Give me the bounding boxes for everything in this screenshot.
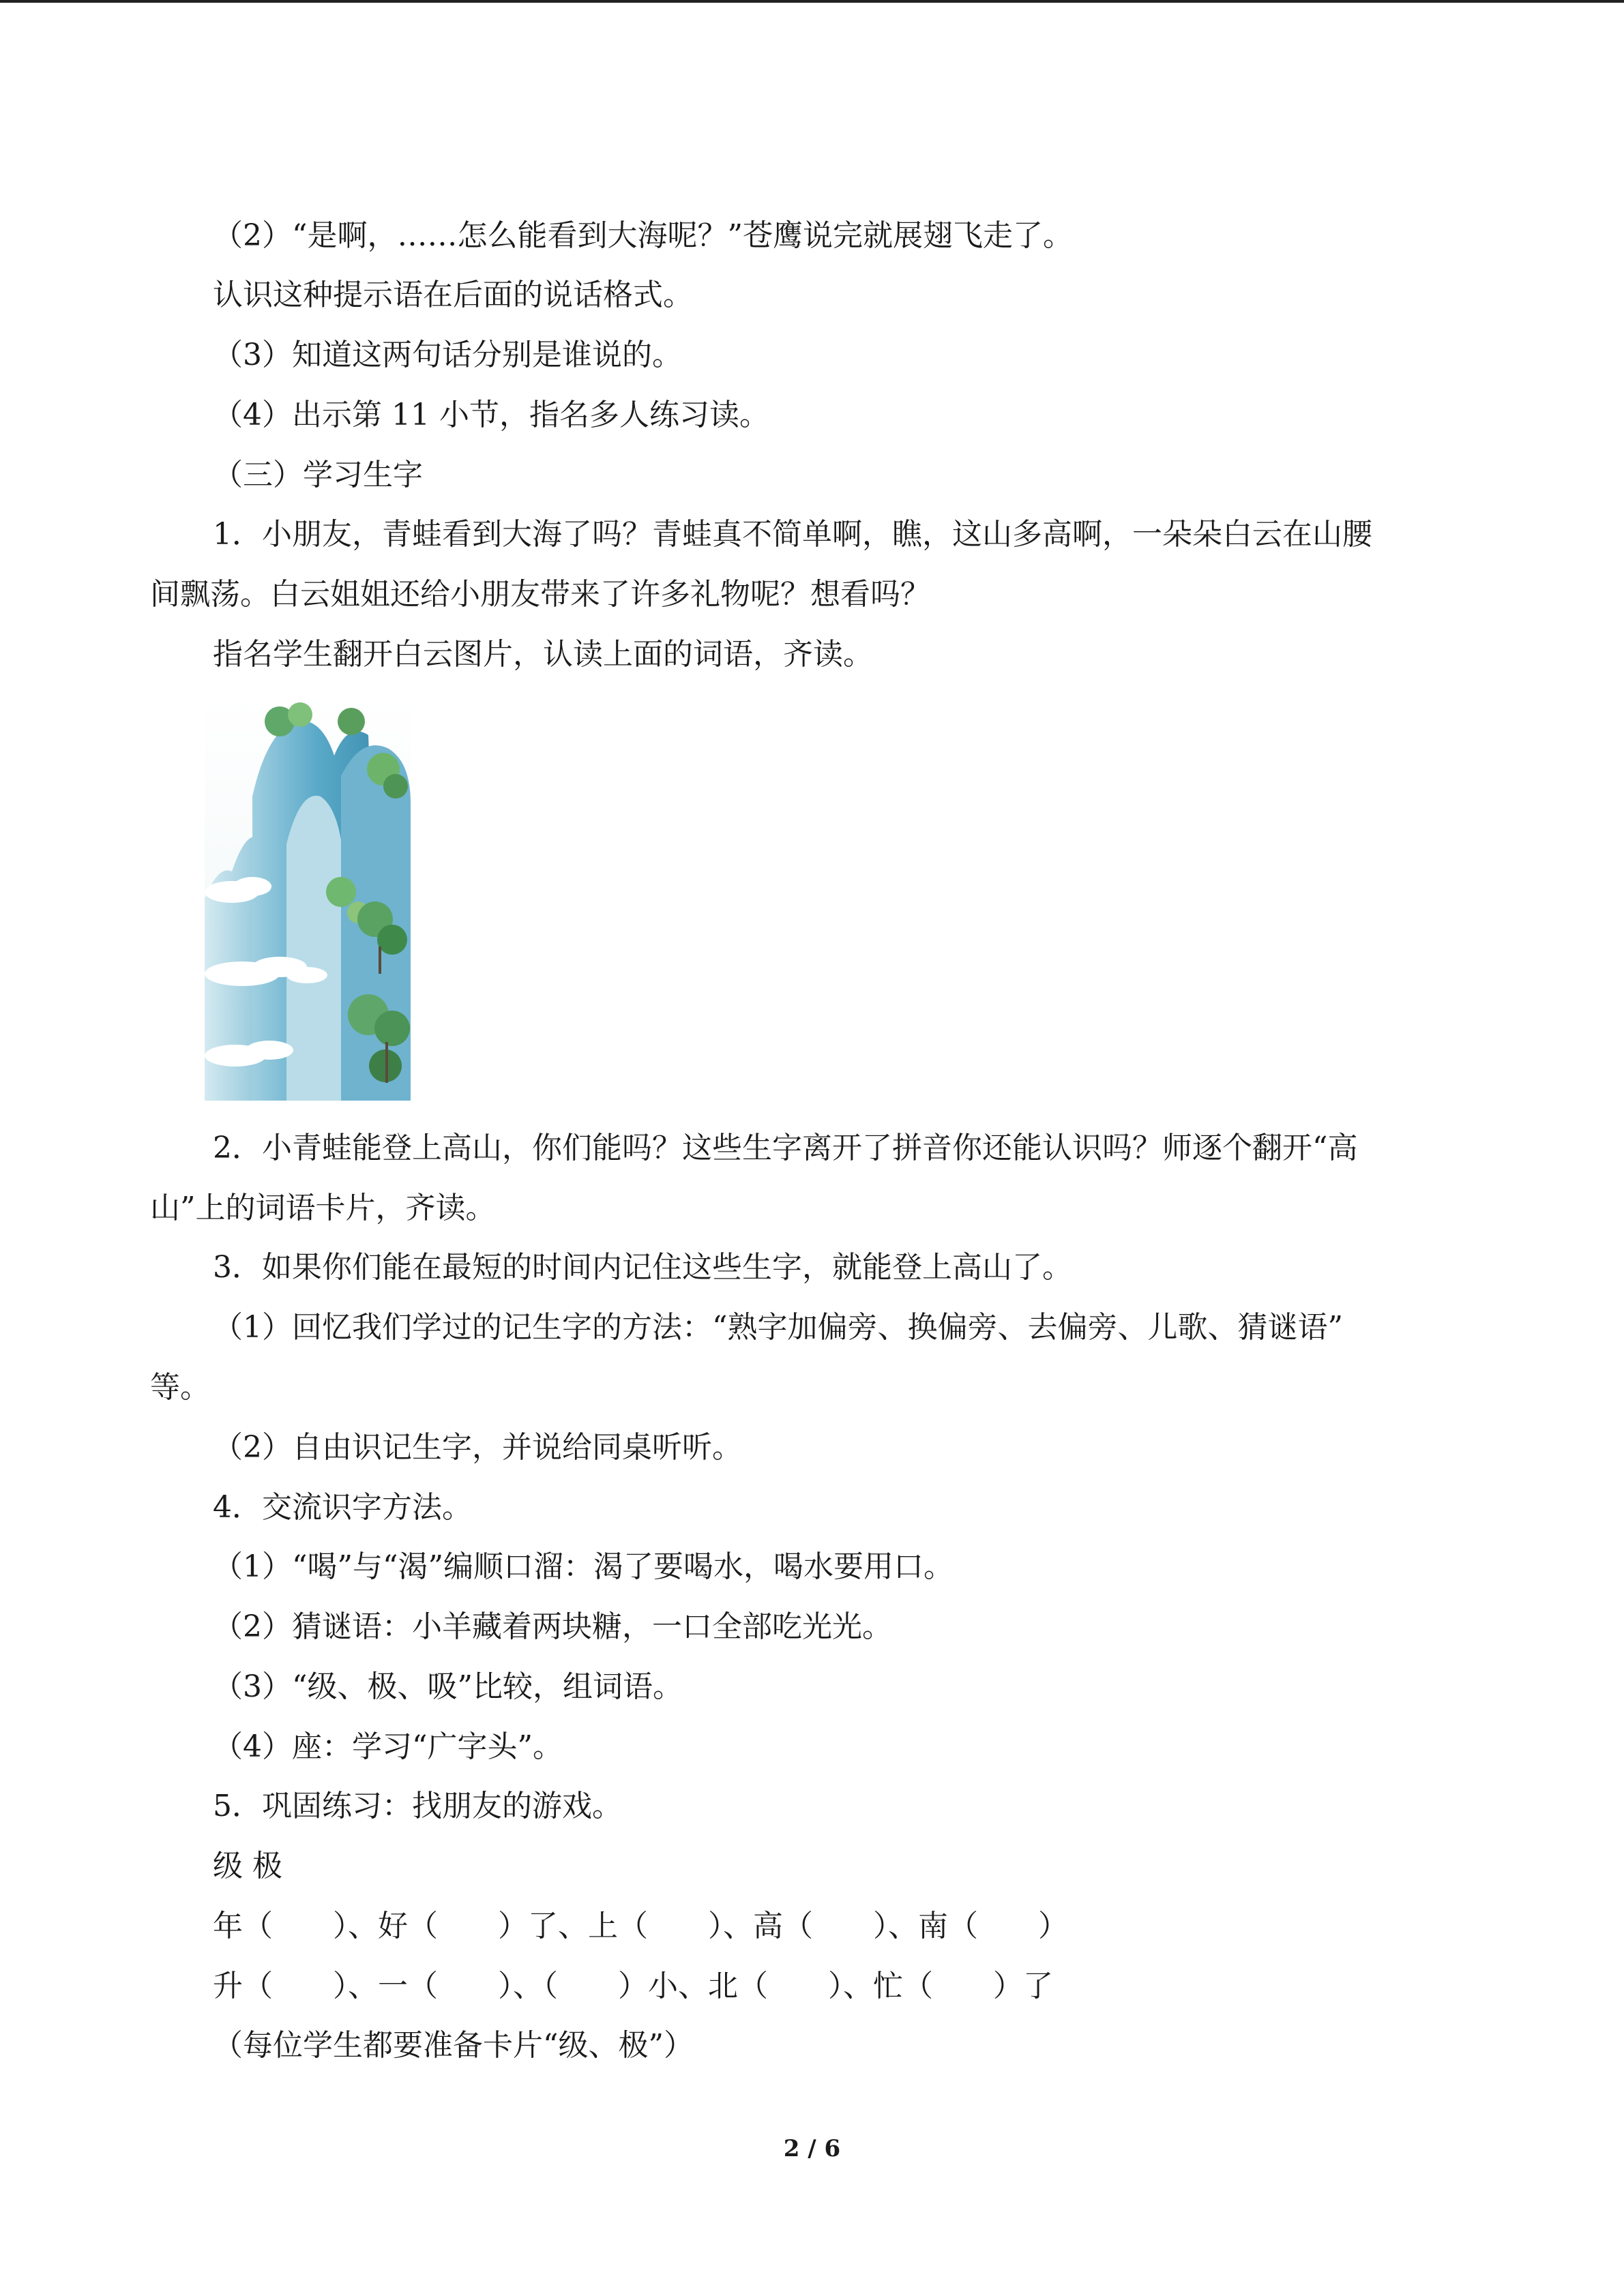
text-line: 级 极 — [213, 1849, 282, 1883]
text-line: （3）知道这两句话分别是谁说的。 — [213, 338, 682, 372]
exercise-line: 升（ ）、一（ ）、（ ）小、北（ ）、忙（ ）了 — [213, 1969, 1053, 2003]
text-line: 4．交流识字方法。 — [213, 1490, 472, 1525]
text-line: 间飘荡。白云姐姐还给小朋友带来了许多礼物呢？想看吗？ — [150, 577, 930, 612]
text-line: 等。 — [150, 1370, 210, 1405]
text-line: 3．如果你们能在最短的时间内记住这些生字，就能登上高山了。 — [213, 1250, 1072, 1285]
text-line: （2）自由识记生字，并说给同桌听听。 — [213, 1430, 742, 1465]
mountain-clouds-illustration — [205, 694, 411, 1101]
text-line: 山”上的词语卡片，齐读。 — [150, 1191, 496, 1225]
text-line: 5．巩固练习：找朋友的游戏。 — [213, 1789, 622, 1823]
text-line: （1）“喝”与“渴”编顺口溜：渴了要喝水，喝水要用口。 — [213, 1549, 954, 1584]
text-line: （1）回忆我们学过的记生字的方法：“熟字加偏旁、换偏旁、去偏旁、儿歌、猜谜语” — [213, 1310, 1343, 1345]
section-heading: （三）学习生字 — [213, 458, 423, 492]
page-number: 2 / 6 — [783, 2135, 841, 2162]
text-line: （每位学生都要准备卡片“级、极”） — [213, 2028, 694, 2063]
text-line: （4）出示第 11 小节，指名多人练习读。 — [213, 398, 769, 432]
text-line: （3）“级、极、吸”比较，组词语。 — [213, 1669, 683, 1704]
text-line: 2．小青蛙能登上高山，你们能吗？这些生字离开了拼音你还能认识吗？师逐个翻开“高 — [213, 1131, 1358, 1165]
text-line: 认识这种提示语在后面的说话格式。 — [213, 278, 693, 312]
text-line: 1．小朋友，青蛙看到大海了吗？青蛙真不简单啊，瞧，这山多高啊，一朵朵白云在山腰 — [213, 517, 1372, 552]
text-line: （4）座：学习“广字头”。 — [213, 1729, 563, 1764]
text-line: 指名学生翻开白云图片，认读上面的词语，齐读。 — [213, 637, 873, 672]
exercise-line: 年（ ）、好（ ）了、上（ ）、高（ ）、南（ ） — [213, 1909, 1068, 1943]
text-line: （2）猜谜语：小羊藏着两块糖，一口全部吃光光。 — [213, 1609, 892, 1644]
top-border-rule — [0, 0, 1624, 3]
text-line: （2）“是啊，……怎么能看到大海呢？”苍鹰说完就展翅飞走了。 — [213, 218, 1073, 253]
